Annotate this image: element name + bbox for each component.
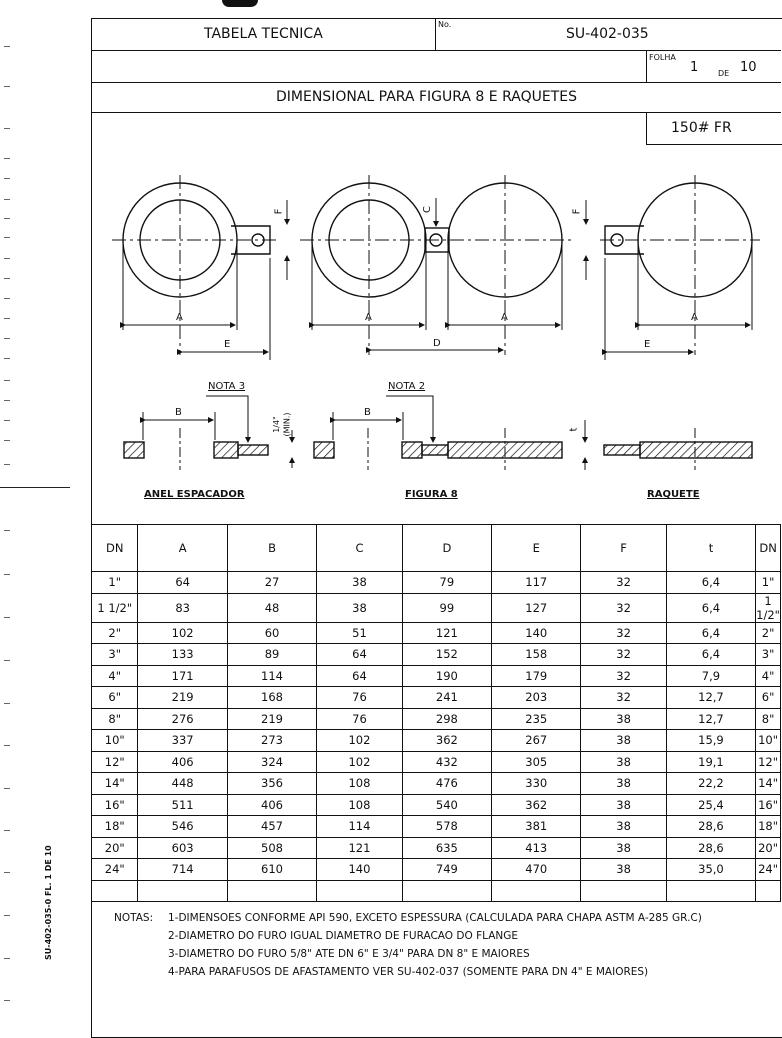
table-cell: 38	[317, 572, 402, 594]
table-cell: 3"	[92, 644, 138, 666]
table-row	[92, 794, 781, 816]
table-cell: 108	[317, 794, 402, 816]
table-cell: 117	[492, 572, 581, 594]
table-cell: 267	[492, 730, 581, 752]
table-cell: 540	[402, 794, 491, 816]
dim-c-fig8: C	[421, 206, 433, 213]
table-cell: 546	[138, 816, 227, 838]
technical-drawing	[0, 0, 768, 524]
table-cell: 476	[402, 773, 491, 795]
dim-b-spacer: B	[175, 407, 182, 418]
table-cell: 6,4	[666, 593, 755, 622]
nota-2-label: NOTA 2	[388, 381, 426, 392]
table-cell: 38	[581, 837, 666, 859]
dim-f-spacer: F	[273, 208, 285, 215]
table-cell: 203	[492, 687, 581, 709]
table-cell: 38	[581, 730, 666, 752]
table-cell: 133	[138, 644, 227, 666]
table-cell: 12,7	[666, 687, 755, 709]
dim-a-fig8-right: A	[501, 312, 508, 323]
table-cell: 168	[227, 687, 316, 709]
table-cell: 362	[492, 794, 581, 816]
table-cell: 121	[317, 837, 402, 859]
dim-b-fig8: B	[364, 407, 371, 418]
table-cell: 603	[138, 837, 227, 859]
table-cell: 356	[227, 773, 316, 795]
table-cell: 76	[317, 687, 402, 709]
folha-label: FOLHA	[649, 53, 676, 62]
table-row	[92, 773, 781, 795]
table-cell: 99	[402, 593, 491, 622]
table-cell: 457	[227, 816, 316, 838]
table-row-empty	[92, 880, 781, 902]
spacer-ring-plan-view	[112, 175, 276, 355]
table-cell: 241	[402, 687, 491, 709]
table-cell: 1"	[92, 572, 138, 594]
header-a: A	[138, 525, 227, 572]
table-cell: 714	[138, 859, 227, 881]
note-3: 3-DIAMETRO DO FURO 5/8" ATE DN 6" E 3/4" PARA DN 8" E MAIORES	[168, 948, 530, 960]
table-cell: 18"	[756, 816, 781, 838]
table-cell: 32	[581, 687, 666, 709]
table-cell: 35,0	[666, 859, 755, 881]
spacer-ring-section	[124, 428, 268, 470]
table-cell: 22,2	[666, 773, 755, 795]
table-cell: 25,4	[666, 794, 755, 816]
table-cell: 15,9	[666, 730, 755, 752]
table-cell: 121	[402, 622, 491, 644]
table-row	[92, 622, 781, 644]
table-cell: 16"	[756, 794, 781, 816]
table-cell: 28,6	[666, 837, 755, 859]
table-cell: 7,9	[666, 665, 755, 687]
table-cell: 32	[581, 622, 666, 644]
subtitle: DIMENSIONAL PARA FIGURA 8 E RAQUETES	[276, 89, 577, 105]
dim-a-fig8-left: A	[365, 312, 372, 323]
table-cell: 12"	[92, 751, 138, 773]
table-cell: 235	[492, 708, 581, 730]
table-cell: 324	[227, 751, 316, 773]
table-cell: 114	[317, 816, 402, 838]
figure-8-section	[314, 428, 562, 470]
table-row	[92, 751, 781, 773]
table-cell: 48	[227, 593, 316, 622]
table-cell: 1"	[756, 572, 781, 594]
table-cell: 158	[492, 644, 581, 666]
table-cell: 64	[317, 644, 402, 666]
dim-a-paddle: A	[691, 312, 698, 323]
table-cell: 4"	[756, 665, 781, 687]
table-cell: 140	[317, 859, 402, 881]
table-row	[92, 572, 781, 594]
table-cell: 10"	[756, 730, 781, 752]
table-cell: 381	[492, 816, 581, 838]
table-cell: 38	[581, 708, 666, 730]
header-t: t	[666, 525, 755, 572]
table-cell: 749	[402, 859, 491, 881]
table-cell: 635	[402, 837, 491, 859]
table-cell: 24"	[92, 859, 138, 881]
table-cell: 3"	[756, 644, 781, 666]
table-cell: 32	[581, 644, 666, 666]
paddle-section	[604, 428, 752, 470]
table-cell: 64	[138, 572, 227, 594]
table-cell: 32	[581, 593, 666, 622]
table-row	[92, 708, 781, 730]
table-header-row	[92, 525, 781, 572]
table-cell: 32	[581, 665, 666, 687]
table-cell: 10"	[92, 730, 138, 752]
table-cell: 18"	[92, 816, 138, 838]
table-cell: 20"	[756, 837, 781, 859]
table-cell: 51	[317, 622, 402, 644]
table-cell: 38	[581, 751, 666, 773]
table-row	[92, 665, 781, 687]
dim-a-spacer: A	[176, 312, 183, 323]
table-cell-empty	[402, 880, 491, 902]
table-cell: 179	[492, 665, 581, 687]
table-cell: 2"	[756, 622, 781, 644]
table-cell: 76	[317, 708, 402, 730]
table-cell: 1 1/2"	[756, 593, 780, 622]
table-cell: 8"	[756, 708, 781, 730]
quarter-inch-label: 1/4"	[271, 416, 281, 433]
table-cell-empty	[666, 880, 755, 902]
table-cell: 337	[138, 730, 227, 752]
table-cell: 219	[138, 687, 227, 709]
header-d: D	[402, 525, 491, 572]
dim-d-fig8: D	[433, 338, 441, 349]
table-cell: 406	[227, 794, 316, 816]
paddle-plan-view	[600, 175, 760, 355]
dim-e-spacer: E	[224, 339, 231, 350]
dim-e-paddle: E	[644, 339, 651, 350]
table-cell: 578	[402, 816, 491, 838]
table-cell: 14"	[756, 773, 781, 795]
table-cell: 102	[138, 622, 227, 644]
table-cell: 470	[492, 859, 581, 881]
table-row	[92, 593, 781, 622]
table-cell: 413	[492, 837, 581, 859]
table-cell: 6,4	[666, 572, 755, 594]
table-row	[92, 859, 781, 881]
table-cell: 305	[492, 751, 581, 773]
figure-8-plan-view	[300, 175, 575, 355]
table-cell: 6,4	[666, 622, 755, 644]
table-cell: 38	[581, 794, 666, 816]
table-cell: 276	[138, 708, 227, 730]
paddle-label: RAQUETE	[647, 489, 700, 500]
de-label: DE	[718, 69, 730, 78]
table-cell: 219	[227, 708, 316, 730]
table-cell-empty	[138, 880, 227, 902]
table-cell: 12"	[756, 751, 781, 773]
table-cell: 362	[402, 730, 491, 752]
header-e: E	[492, 525, 581, 572]
table-cell: 16"	[92, 794, 138, 816]
table-cell: 38	[581, 773, 666, 795]
table-cell: 273	[227, 730, 316, 752]
min-label: (MIN.)	[282, 412, 292, 437]
table-cell: 89	[227, 644, 316, 666]
dim-t-paddle: t	[568, 427, 580, 432]
table-cell: 38	[581, 859, 666, 881]
dim-f-paddle: F	[571, 208, 583, 215]
table-cell: 27	[227, 572, 316, 594]
table-cell-empty	[756, 880, 781, 902]
table-cell: 83	[138, 593, 227, 622]
table-cell: 152	[402, 644, 491, 666]
table-cell: 511	[138, 794, 227, 816]
table-cell: 114	[227, 665, 316, 687]
table-cell: 102	[317, 730, 402, 752]
table-cell: 127	[492, 593, 581, 622]
table-cell-empty	[492, 880, 581, 902]
total-sheets: 10	[740, 60, 757, 75]
header-f: F	[581, 525, 666, 572]
notes-label: NOTAS:	[114, 912, 154, 924]
table-cell: 64	[317, 665, 402, 687]
table-cell: 6"	[756, 687, 781, 709]
table-cell: 508	[227, 837, 316, 859]
table-cell: 38	[317, 593, 402, 622]
table-cell: 140	[492, 622, 581, 644]
spacer-ring-label: ANEL ESPACADOR	[144, 489, 245, 500]
table-cell: 2"	[92, 622, 138, 644]
note-2: 2-DIAMETRO DO FURO IGUAL DIAMETRO DE FURACAO DO FLANGE	[168, 930, 519, 942]
note-1: 1-DIMENSOES CONFORME API 590, EXCETO ESPESSURA (CALCULADA PARA CHAPA ASTM A-285 GR.C)	[168, 912, 702, 924]
header-b: B	[227, 525, 316, 572]
table-row	[92, 644, 781, 666]
table-cell: 12,7	[666, 708, 755, 730]
sheet-reference-vertical: SU-402-035-0 FL. 1 DE 10	[44, 845, 53, 960]
table-row	[92, 730, 781, 752]
table-cell: 406	[138, 751, 227, 773]
table-cell: 171	[138, 665, 227, 687]
header-dn-right: DN	[756, 525, 781, 572]
table-cell: 60	[227, 622, 316, 644]
table-cell: 108	[317, 773, 402, 795]
table-cell: 298	[402, 708, 491, 730]
table-cell: 432	[402, 751, 491, 773]
table-cell: 330	[492, 773, 581, 795]
table-row	[92, 816, 781, 838]
table-cell: 19,1	[666, 751, 755, 773]
header-dn: DN	[92, 525, 138, 572]
table-cell: 4"	[92, 665, 138, 687]
table-cell: 20"	[92, 837, 138, 859]
nota-3-label: NOTA 3	[208, 381, 246, 392]
note-4: 4-PARA PARAFUSOS DE AFASTAMENTO VER SU-402-037 (SOMENTE PARA DN 4" E MAIORES)	[168, 966, 649, 978]
table-cell-empty	[317, 880, 402, 902]
table-cell: 24"	[756, 859, 781, 881]
table-cell: 38	[581, 816, 666, 838]
number-label: No.	[438, 20, 452, 29]
sheet-number: 1	[690, 60, 699, 75]
table-cell-empty	[581, 880, 666, 902]
dimension-table	[91, 524, 781, 902]
table-cell: 79	[402, 572, 491, 594]
header-c: C	[317, 525, 402, 572]
table-cell: 6"	[92, 687, 138, 709]
table-cell: 8"	[92, 708, 138, 730]
figure-8-label: FIGURA 8	[405, 489, 458, 500]
table-row	[92, 687, 781, 709]
table-cell: 6,4	[666, 644, 755, 666]
table-cell: 14"	[92, 773, 138, 795]
table-title: TABELA TECNICA	[204, 26, 323, 42]
table-cell: 32	[581, 572, 666, 594]
table-cell-empty	[227, 880, 316, 902]
table-cell: 190	[402, 665, 491, 687]
table-cell: 610	[227, 859, 316, 881]
table-cell-empty	[92, 880, 138, 902]
table-cell: 102	[317, 751, 402, 773]
pressure-rating: 150# FR	[671, 120, 732, 136]
table-row	[92, 837, 781, 859]
table-cell: 28,6	[666, 816, 755, 838]
document-number: SU-402-035	[566, 26, 649, 42]
table-cell: 448	[138, 773, 227, 795]
table-cell: 1 1/2"	[92, 593, 138, 622]
